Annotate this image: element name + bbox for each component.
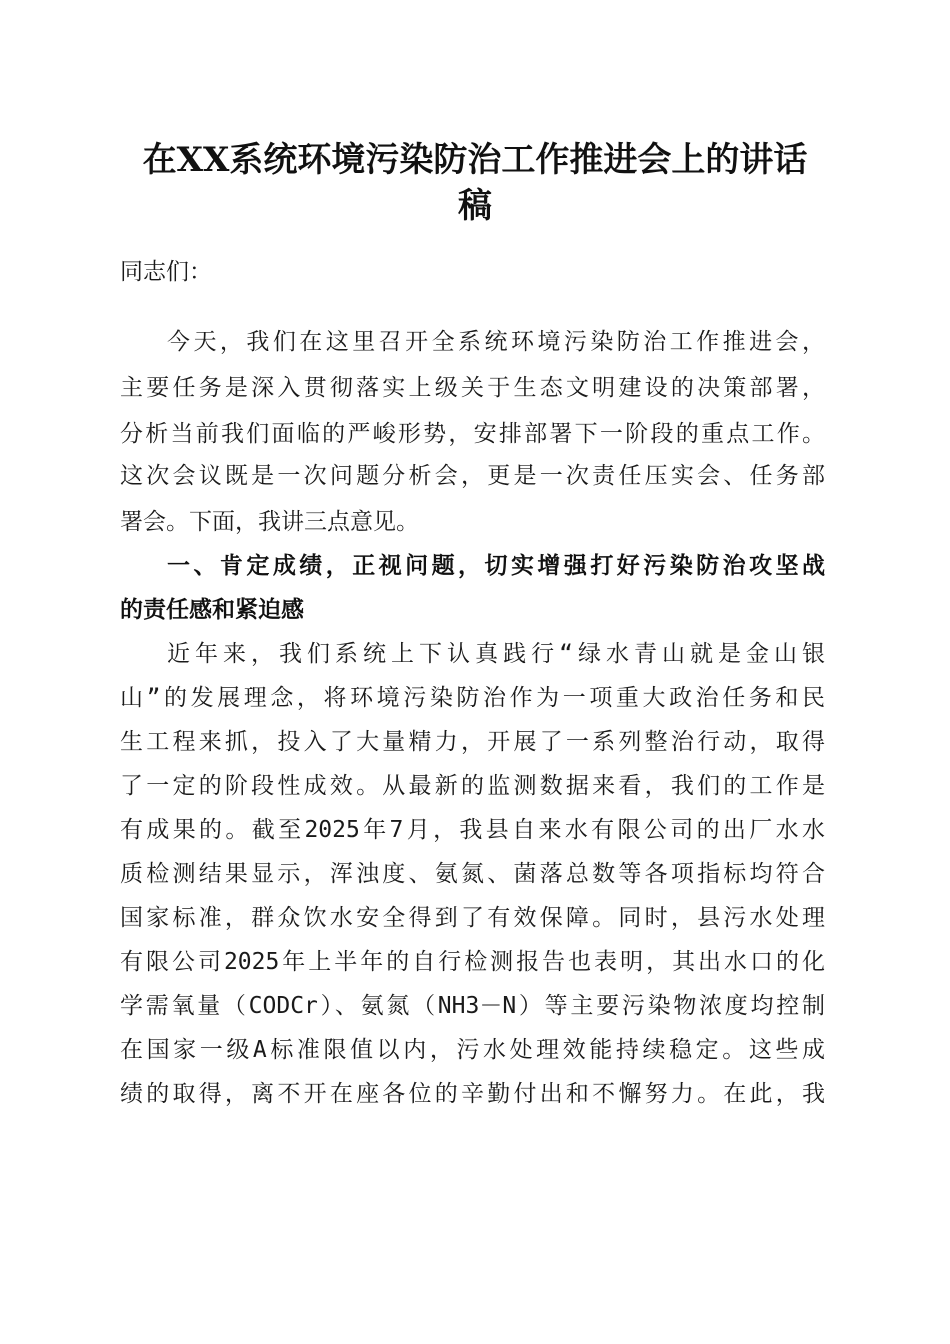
body-line: 学需氧量（CODCr）、氨氮（NH3－N）等主要污染物浓度均控制	[120, 993, 825, 1019]
body-line: 绩的取得，离不开在座各位的辛勤付出和不懈努力。在此，我	[120, 1081, 825, 1107]
body-line: 了一定的阶段性成效。从最新的监测数据来看，我们的工作是	[120, 773, 825, 799]
body-line: 生工程来抓，投入了大量精力，开展了一系列整治行动，取得	[120, 729, 825, 755]
section-heading-line: 的责任感和紧迫感	[120, 597, 304, 623]
intro-line: 这次会议既是一次问题分析会，更是一次责任压实会、任务部	[120, 463, 825, 489]
document-title-line-2: 稿	[458, 186, 492, 226]
salutation: 同志们：	[120, 259, 212, 285]
body-line: 有限公司2025年上半年的自行检测报告也表明，其出水口的化	[120, 949, 825, 975]
document-title-line-1: 在XX系统环境污染防治工作推进会上的讲话	[142, 140, 808, 180]
body-line: 在国家一级A标准限值以内，污水处理效能持续稳定。这些成	[120, 1037, 825, 1063]
body-line: 质检测结果显示，浑浊度、氨氮、菌落总数等各项指标均符合	[120, 861, 825, 887]
intro-line: 分析当前我们面临的严峻形势，安排部署下一阶段的重点工作。	[120, 421, 825, 447]
body-line: 近年来，我们系统上下认真践行“绿水青山就是金山银	[167, 641, 825, 667]
section-heading-line: 一、肯定成绩，正视问题，切实增强打好污染防治攻坚战	[167, 553, 825, 579]
body-line: 国家标准，群众饮水安全得到了有效保障。同时，县污水处理	[120, 905, 825, 931]
intro-line: 署会。下面，我讲三点意见。	[120, 509, 419, 535]
body-line: 有成果的。截至2025年7月，我县自来水有限公司的出厂水水	[120, 817, 825, 843]
intro-line: 今天，我们在这里召开全系统环境污染防治工作推进会，	[167, 329, 825, 355]
body-line: 山”的发展理念，将环境污染防治作为一项重大政治任务和民	[120, 685, 825, 711]
intro-line: 主要任务是深入贯彻落实上级关于生态文明建设的决策部署，	[120, 375, 825, 401]
